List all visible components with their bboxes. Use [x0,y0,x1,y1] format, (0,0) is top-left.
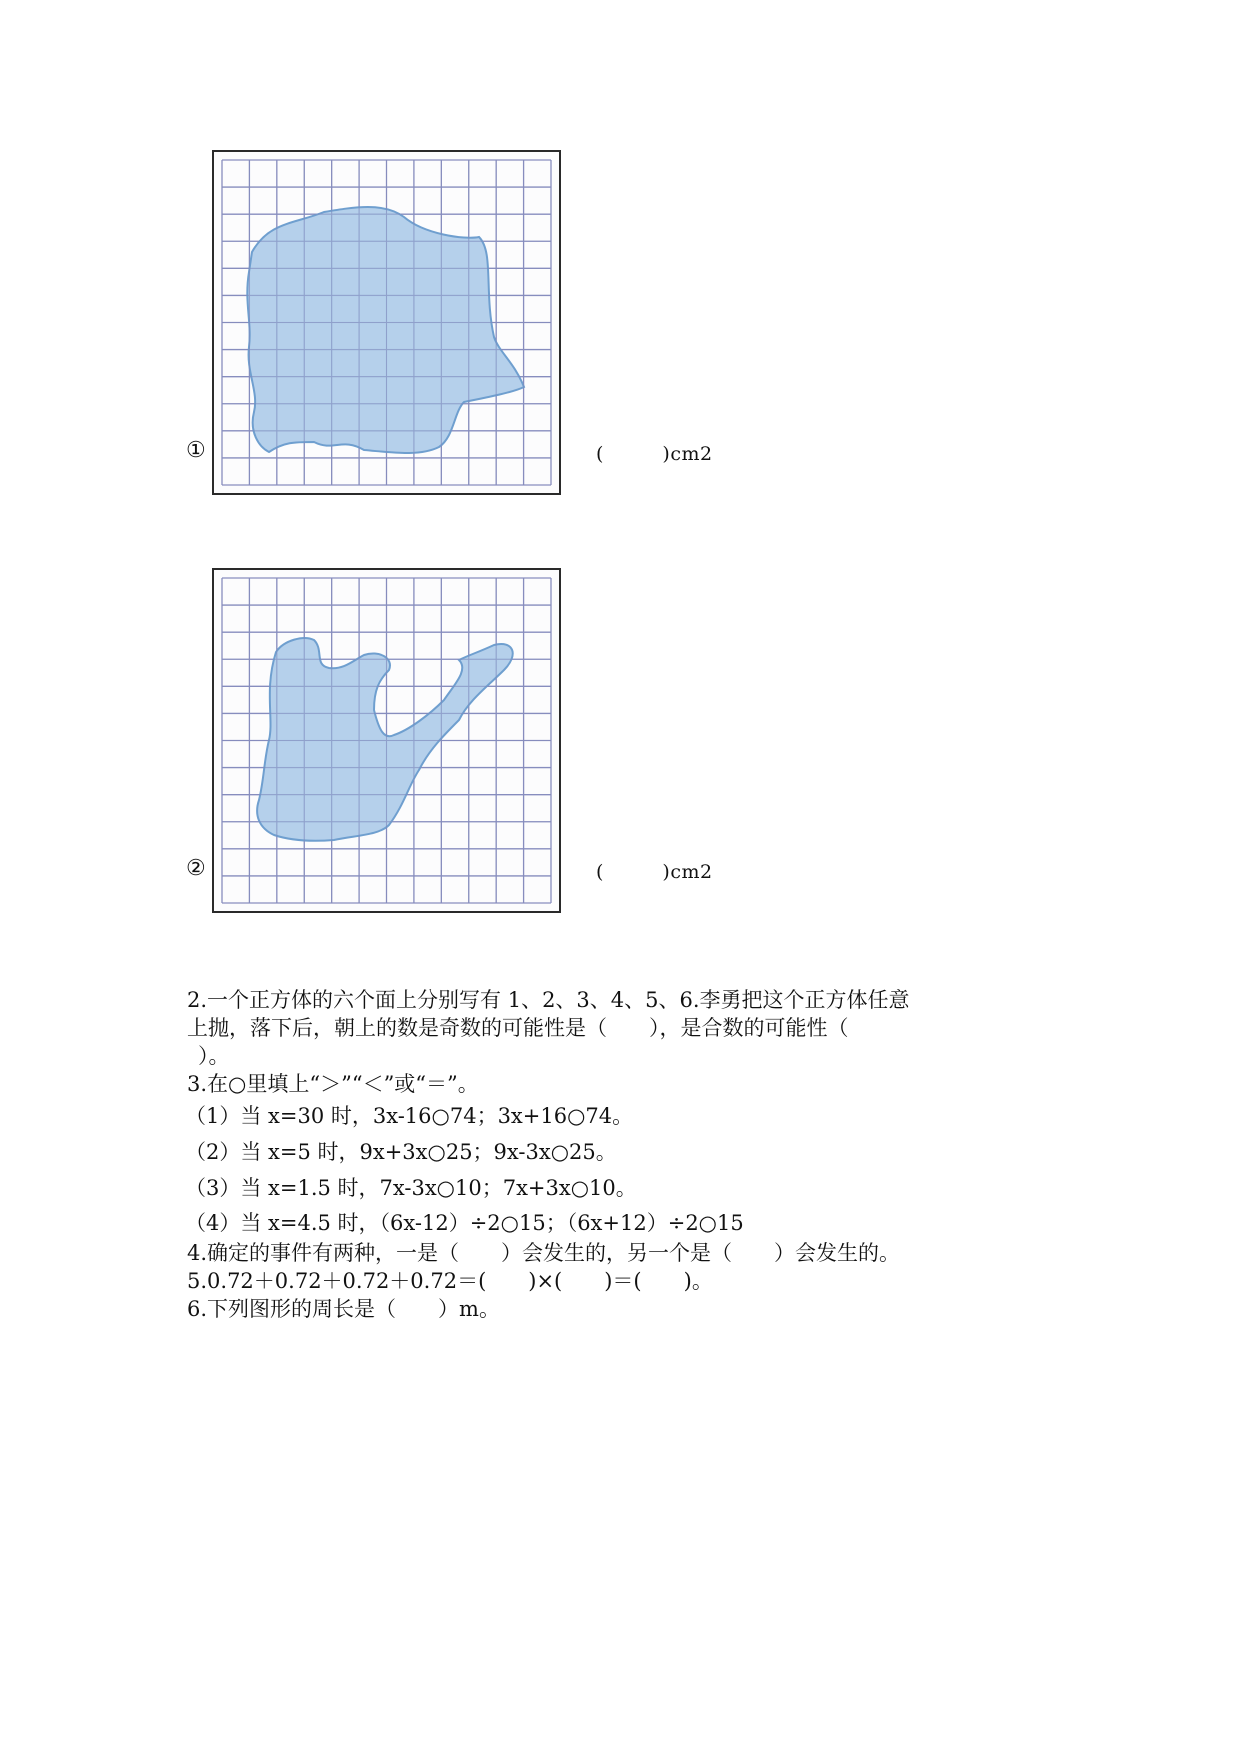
figure-1-answer-blank: ( )cm2 [596,443,713,465]
question-3-item-2: （2）当 x=5 时，9x+3x○25；9x-3x○25。 [185,1140,617,1164]
grid-shape-1-svg [214,152,559,493]
question-6: 6.下列图形的周长是（ ）m。 [187,1297,500,1321]
question-3-title: 3.在○里填上“＞”“＜”或“＝”。 [187,1072,479,1096]
question-3-item-4: （4）当 x=4.5 时，（6x-12）÷2○15；（6x+12）÷2○15 [185,1211,744,1235]
question-2-line-3: ）。 [198,1044,230,1068]
grid-shape-2-svg [214,570,559,911]
grid-figure-1 [212,150,561,495]
question-3-item-1: （1）当 x=30 时，3x-16○74；3x+16○74。 [185,1104,634,1128]
question-5: 5.0.72＋0.72＋0.72＋0.72＝( )×( )＝( )。 [187,1269,713,1293]
figure-2-marker: ② [186,856,206,881]
irregular-shape-1 [247,207,524,453]
question-2-line-2: 上抛，落下后，朝上的数是奇数的可能性是（ ），是合数的可能性（ [187,1016,849,1040]
irregular-shape-2 [257,638,513,841]
figure-1-marker: ① [186,438,206,463]
question-3-item-3: （3）当 x=1.5 时，7x-3x○10；7x+3x○10。 [185,1176,637,1200]
question-4: 4.确定的事件有两种，一是（ ）会发生的，另一个是（ ）会发生的。 [187,1241,901,1265]
grid-figure-2 [212,568,561,913]
question-2-line-1: 2.一个正方体的六个面上分别写有 1、2、3、4、5、6.李勇把这个正方体任意 [187,988,910,1012]
figure-2-answer-blank: ( )cm2 [596,861,713,883]
